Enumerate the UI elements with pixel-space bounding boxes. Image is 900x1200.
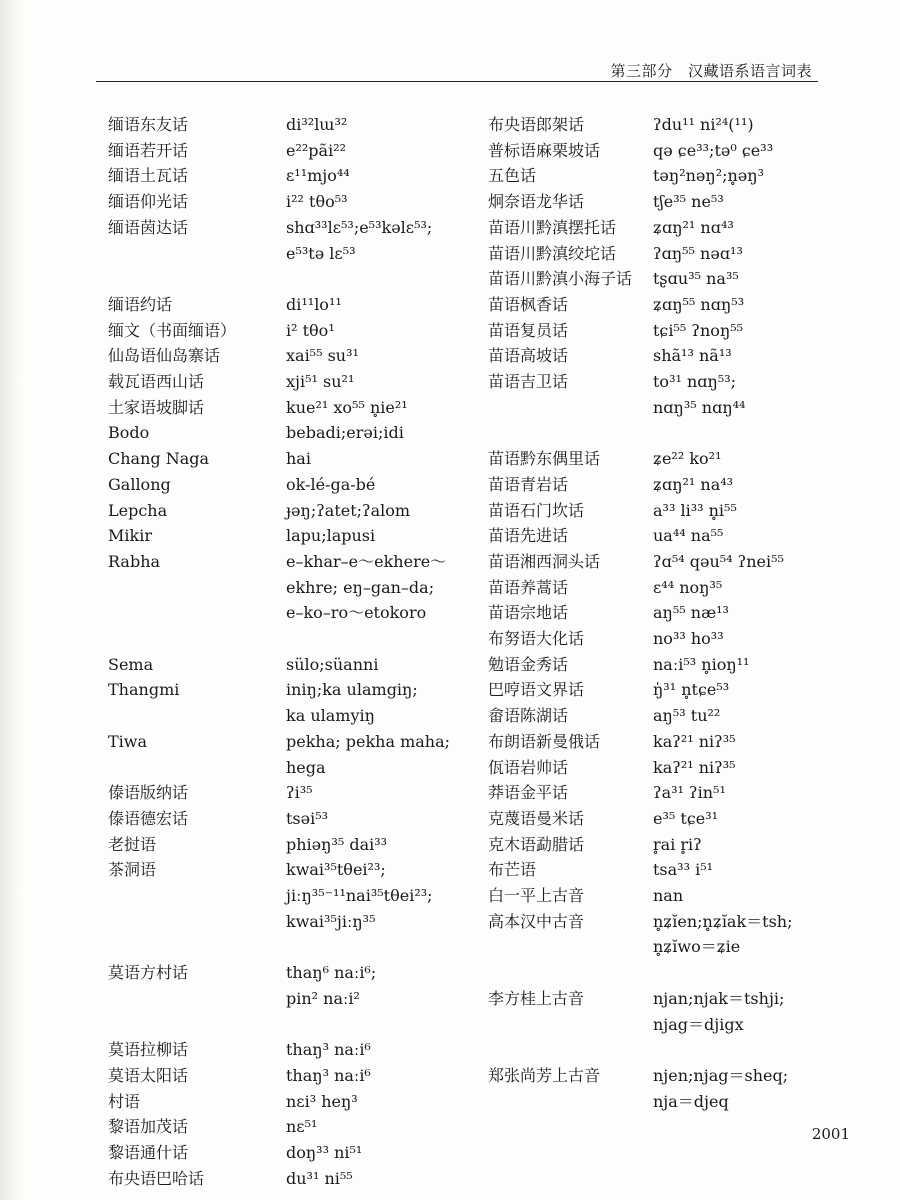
entry-row	[108, 523, 468, 549]
entry-row	[108, 420, 468, 446]
language-name: 苗语宗地话	[488, 603, 569, 623]
word-form-line: sülo;süanni	[286, 654, 379, 674]
language-name: 缅语约话	[108, 294, 173, 314]
word-form-line: tʂɑu³⁵ na³⁵	[653, 269, 739, 289]
entry-row	[108, 1166, 468, 1192]
language-name: 郑张尚芳上古音	[488, 1065, 601, 1085]
word-form-line: ʔi³⁵	[286, 783, 313, 803]
word-form-line: e³⁵ tɕe³¹	[653, 808, 719, 828]
entry-row	[488, 292, 858, 318]
word-form	[653, 883, 858, 909]
language-name: Gallong	[108, 474, 171, 494]
word-form-line: thaŋ³ naːi⁶	[286, 1065, 371, 1085]
word-form	[286, 112, 468, 138]
word-form	[286, 1114, 468, 1140]
word-form	[653, 163, 858, 189]
language-name: Lepcha	[108, 500, 168, 520]
word-form-line: iniŋ;ka ulamgiŋ;	[286, 680, 418, 700]
language-name: Bodo	[108, 423, 150, 443]
language-name: 苗语养蒿话	[488, 577, 569, 597]
entry-row	[488, 446, 858, 472]
word-form-line: ɛ¹¹mjo⁴⁴	[286, 166, 350, 186]
word-form	[653, 138, 858, 164]
word-form	[286, 189, 468, 215]
word-form	[653, 909, 858, 960]
page-number: 2001	[811, 1125, 850, 1143]
language-name: 老挝语	[108, 834, 157, 854]
word-form-line: ʑe²² ko²¹	[653, 449, 722, 469]
word-form	[653, 1063, 858, 1114]
word-form	[653, 112, 858, 138]
language-name: 布努语大化话	[488, 629, 585, 649]
language-name: 苗语黔东偶里话	[488, 449, 601, 469]
language-name: 黎语通什话	[108, 1143, 189, 1163]
word-form-line: ʑɑŋ⁵⁵ nɑŋ⁵³	[653, 294, 745, 314]
word-form	[286, 318, 468, 344]
word-form	[653, 266, 858, 292]
word-form	[286, 163, 468, 189]
word-form	[653, 626, 858, 652]
entry-row	[488, 806, 858, 832]
word-form-line: ʔa³¹ ʔin⁵¹	[653, 783, 726, 803]
language-name: 苗语高坡话	[488, 346, 569, 366]
language-name: 布央语郎架话	[488, 115, 585, 134]
word-form	[286, 1037, 468, 1063]
word-form-line: ɛ⁴⁴ noŋ³⁵	[653, 577, 723, 597]
word-form-line: i² tθo¹	[286, 320, 335, 340]
word-form-line: nan	[653, 886, 684, 906]
entry-row	[108, 446, 468, 472]
entry-row	[108, 780, 468, 806]
word-form-line: hega	[286, 757, 326, 777]
word-form	[653, 369, 858, 420]
language-name: 佤语岩帅话	[488, 757, 569, 777]
word-form	[286, 652, 468, 678]
word-form-line: e²²pãi²²	[286, 140, 347, 160]
language-name: 苗语吉卫话	[488, 372, 569, 392]
word-form	[286, 832, 468, 858]
language-name: 缅语若开话	[108, 140, 189, 160]
language-name: 苗语枫香话	[488, 294, 569, 314]
word-form-line: kaʔ²¹ niʔ³⁵	[653, 757, 736, 777]
word-form-line: du³¹ ni⁵⁵	[286, 1168, 353, 1188]
entry-row	[488, 266, 858, 292]
language-name: 苗语川黔滇小海子话	[488, 269, 633, 289]
entry-row	[488, 626, 858, 652]
language-name: 苗语湘西洞头话	[488, 551, 601, 571]
word-form	[653, 472, 858, 498]
word-form-line: i²² tθo⁵³	[286, 192, 348, 212]
entry-row	[488, 600, 858, 626]
word-form-line: njen;njag＝sheq;	[653, 1065, 789, 1085]
entry-row	[108, 1063, 468, 1089]
word-form	[653, 318, 858, 344]
entry-row	[488, 703, 858, 729]
word-form	[653, 292, 858, 318]
word-form	[286, 446, 468, 472]
entry-spacer	[108, 266, 468, 292]
word-form-line: ekhre; eŋ–gan–da;	[286, 577, 435, 597]
language-name: 苗语川黔滇摆托话	[488, 217, 617, 237]
entry-row	[108, 1114, 468, 1140]
word-form	[653, 549, 858, 575]
word-form-line: ua⁴⁴ na⁵⁵	[653, 526, 724, 546]
entry-row	[108, 189, 468, 215]
entry-row	[108, 292, 468, 318]
binding-gutter-shadow	[0, 0, 22, 1200]
word-form	[653, 575, 858, 601]
word-form	[286, 138, 468, 164]
language-name: 布央语巴哈话	[108, 1168, 205, 1188]
word-form	[286, 729, 468, 780]
word-form-line: e–khar–e～ekhere～	[286, 551, 447, 571]
language-name: Rabha	[108, 551, 161, 571]
language-name: Mikir	[108, 526, 152, 546]
language-name: 布朗语新曼俄话	[488, 731, 601, 751]
word-form-line: tɕi⁵⁵ ʔnoŋ⁵⁵	[653, 320, 744, 340]
language-name: 缅语土瓦话	[108, 166, 189, 186]
entry-row	[108, 369, 468, 395]
language-name: 土家语坡脚话	[108, 397, 205, 417]
entry-row	[488, 369, 858, 420]
language-name: 莫语拉柳话	[108, 1040, 189, 1060]
word-form	[286, 857, 468, 934]
language-name: 缅语茵达话	[108, 217, 189, 237]
entry-row	[488, 523, 858, 549]
language-name: 莽语金平话	[488, 783, 569, 803]
word-form-line: ʔɑ⁵⁴ qəu⁵⁴ ʔnei⁵⁵	[653, 551, 784, 571]
word-form	[286, 369, 468, 395]
entry-row	[108, 806, 468, 832]
word-form-line: nja＝djeq	[653, 1091, 729, 1111]
word-form-line: di³²lɯ³²	[286, 115, 348, 134]
word-form-line: tsa³³ i⁵¹	[653, 860, 714, 880]
word-form	[286, 498, 468, 524]
word-form-line: doŋ³³ ni⁵¹	[286, 1143, 363, 1163]
word-form-line: ka ulamyiŋ	[286, 706, 375, 726]
word-form	[653, 215, 858, 241]
language-name: 傣语德宏话	[108, 808, 189, 828]
entry-row	[108, 1037, 468, 1063]
word-form-line: di¹¹lo¹¹	[286, 294, 342, 314]
word-form	[286, 1063, 468, 1089]
entry-row	[488, 1063, 858, 1114]
word-form-line: n̥ʑĭwo＝ʑie	[653, 937, 741, 957]
language-name: 勉语金秀话	[488, 654, 569, 674]
entry-row	[108, 163, 468, 189]
language-name: Thangmi	[108, 680, 180, 700]
entry-row	[488, 652, 858, 678]
entry-row	[108, 395, 468, 421]
language-name: 苗语川黔滇绞坨话	[488, 243, 617, 263]
word-form	[653, 986, 858, 1037]
word-form	[286, 523, 468, 549]
word-form	[286, 395, 468, 421]
language-name: 炯奈语龙华话	[488, 192, 585, 212]
word-form	[286, 472, 468, 498]
word-form-line: no³³ ho³³	[653, 629, 724, 649]
language-name: 莫语太阳话	[108, 1065, 189, 1085]
entry-row	[488, 112, 858, 138]
entry-row	[108, 677, 468, 728]
word-form	[286, 549, 468, 626]
language-name: 布芒语	[488, 860, 537, 880]
word-form	[286, 292, 468, 318]
entry-row	[488, 883, 858, 909]
word-form-line: njag＝djigx	[653, 1014, 744, 1034]
entry-row	[488, 780, 858, 806]
word-form	[653, 600, 858, 626]
word-form-line: pekha; pekha maha;	[286, 731, 451, 751]
left-column	[108, 112, 468, 1191]
word-form-line: e⁵³tə lɛ⁵³	[286, 243, 356, 263]
word-form-line: ok-lé-ga-bé	[286, 474, 376, 494]
word-form-line: shã¹³ nã¹³	[653, 346, 732, 366]
word-form-line: kwai³⁵tθei²³;	[286, 860, 386, 880]
word-form-line: to³¹ nɑŋ⁵³;	[653, 372, 737, 392]
entry-row	[108, 318, 468, 344]
language-name: 缅语仰光话	[108, 192, 189, 212]
word-form	[653, 523, 858, 549]
entry-row	[488, 498, 858, 524]
entry-row	[488, 343, 858, 369]
language-name: 高本汉中古音	[488, 911, 585, 931]
word-form-line: tsəi⁵³	[286, 808, 329, 828]
word-form	[286, 215, 468, 266]
word-form-line: a³³ li³³ n̥i⁵⁵	[653, 500, 737, 520]
word-form-line: aŋ⁵³ tu²²	[653, 706, 721, 726]
language-name: 茶洞语	[108, 860, 157, 880]
language-name: Chang Naga	[108, 449, 210, 469]
word-form	[286, 420, 468, 446]
word-form-line: bebadi;erəi;idi	[286, 423, 404, 443]
language-name: 黎语加茂话	[108, 1117, 189, 1137]
entry-row	[108, 138, 468, 164]
entry-row	[488, 189, 858, 215]
entry-row	[108, 857, 468, 934]
entry-row	[108, 1140, 468, 1166]
word-form	[653, 780, 858, 806]
word-form-line: n̥ʑĭen;n̥ʑĭak＝tsh;	[653, 911, 793, 931]
entry-row	[488, 986, 858, 1037]
language-name: 苗语石门坎话	[488, 500, 585, 520]
word-form	[286, 1166, 468, 1192]
entry-row	[488, 138, 858, 164]
word-form	[653, 189, 858, 215]
language-name: 仙岛语仙岛寨话	[108, 346, 221, 366]
word-form-line: xji⁵¹ su²¹	[286, 372, 355, 392]
word-form	[653, 446, 858, 472]
entry-row	[108, 498, 468, 524]
word-form-line: kaʔ²¹ niʔ³⁵	[653, 731, 736, 751]
language-name: 克木语勐腊话	[488, 834, 585, 854]
word-form-line: xai⁵⁵ su³¹	[286, 346, 359, 366]
language-name: 普标语麻栗坡话	[488, 140, 601, 160]
word-form-line: phiəŋ³⁵ dai³³	[286, 834, 388, 854]
word-form-line: kwai³⁵jiːŋ³⁵	[286, 911, 376, 931]
entry-row	[108, 549, 468, 626]
word-form-line: nɑŋ³⁵ nɑŋ⁴⁴	[653, 397, 746, 417]
entry-row	[488, 729, 858, 755]
entry-spacer	[488, 1037, 858, 1063]
language-name: 缅文（书面缅语）	[108, 320, 237, 340]
word-form	[286, 780, 468, 806]
word-form-line: r̥ai r̥iʔ	[653, 834, 702, 854]
entry-spacer	[108, 1012, 468, 1038]
entry-row	[108, 343, 468, 369]
word-form-line: jiːŋ³⁵⁻¹¹nai³⁵tθei²³;	[286, 886, 433, 906]
word-form-line: qə ɕe³³;tə⁰ ɕe³³	[653, 140, 774, 160]
word-form	[653, 703, 858, 729]
language-name: Sema	[108, 654, 154, 674]
entry-row	[488, 215, 858, 241]
word-form	[286, 1089, 468, 1115]
language-name: 李方桂上古音	[488, 988, 585, 1008]
language-name: 缅语东友话	[108, 115, 189, 134]
entry-row	[108, 215, 468, 266]
word-form	[286, 806, 468, 832]
language-name: 苗语复员话	[488, 320, 569, 340]
entry-row	[488, 549, 858, 575]
entry-row	[488, 575, 858, 601]
entry-row	[108, 652, 468, 678]
language-name: 克蔑语曼米话	[488, 808, 585, 828]
word-form-line: nɛ⁵¹	[286, 1117, 318, 1137]
word-form	[286, 960, 468, 1011]
word-form	[653, 729, 858, 755]
entry-row	[108, 729, 468, 780]
entry-row	[488, 318, 858, 344]
running-head: 第三部分 汉藏语系语言词表	[610, 62, 812, 80]
word-form-line: pin² naːi²	[286, 988, 360, 1008]
word-form-line: ʑɑŋ²¹ nɑ⁴³	[653, 217, 734, 237]
word-form-line: kue²¹ xo⁵⁵ n̥ie²¹	[286, 397, 408, 417]
entry-spacer	[108, 934, 468, 960]
entry-row	[488, 677, 858, 703]
word-form	[286, 1140, 468, 1166]
right-column	[488, 112, 858, 1114]
entry-row	[488, 241, 858, 267]
word-form-line: thaŋ⁶ naːi⁶;	[286, 963, 377, 983]
entry-row	[108, 960, 468, 1011]
entry-row	[108, 832, 468, 858]
entry-row	[488, 857, 858, 883]
entry-spacer	[488, 420, 858, 446]
word-form-line: aŋ⁵⁵ næ¹³	[653, 603, 729, 623]
language-name: Tiwa	[108, 731, 148, 751]
word-form	[653, 806, 858, 832]
word-form-line: thaŋ³ naːi⁶	[286, 1040, 371, 1060]
entry-row	[108, 1089, 468, 1115]
language-name: 五色话	[488, 166, 537, 186]
language-name: 苗语先进话	[488, 526, 569, 546]
word-form	[653, 343, 858, 369]
word-form	[653, 241, 858, 267]
entry-spacer	[108, 626, 468, 652]
word-form-line: ʑɑŋ²¹ na⁴³	[653, 474, 734, 494]
word-form-line: hai	[286, 449, 311, 469]
word-form-line: təŋ²nəŋ²;n̥əŋ³	[653, 166, 764, 186]
word-form-line: njan;njak＝tshji;	[653, 988, 785, 1008]
word-form-line: nɛi³ heŋ³	[286, 1091, 358, 1111]
word-form	[653, 857, 858, 883]
word-form	[653, 498, 858, 524]
language-name: 白一平上古音	[488, 886, 585, 906]
language-name: 莫语方村话	[108, 963, 189, 983]
language-name: 巴哼语文界话	[488, 680, 585, 700]
entry-row	[108, 112, 468, 138]
word-form	[286, 677, 468, 728]
entry-row	[488, 755, 858, 781]
word-form	[653, 832, 858, 858]
language-name: 苗语青岩话	[488, 474, 569, 494]
word-form-line: e–ko–ro～etokoro	[286, 603, 427, 623]
word-form-line: ɟəŋ;ʔatet;ʔalom	[286, 500, 411, 520]
word-form	[653, 652, 858, 678]
word-form-line: shɑ³³lɛ⁵³;e⁵³kəlɛ⁵³;	[286, 217, 433, 237]
word-form	[286, 343, 468, 369]
language-name: 傣语版纳话	[108, 783, 189, 803]
word-form-line: tʃe³⁵ ne⁵³	[653, 192, 724, 212]
entry-spacer	[488, 960, 858, 986]
entry-row	[488, 832, 858, 858]
entry-row	[488, 472, 858, 498]
language-name: 村语	[108, 1091, 141, 1111]
word-form-line: ʔɑŋ⁵⁵ nəɑ¹³	[653, 243, 743, 263]
header-rule	[96, 81, 818, 82]
word-form	[653, 677, 858, 703]
language-name: 载瓦语西山话	[108, 372, 205, 392]
word-form-line: ŋ̍³¹ n̥tɕe⁵³	[653, 680, 730, 700]
entry-row	[108, 472, 468, 498]
language-name: 畲语陈湖话	[488, 706, 569, 726]
word-form	[653, 755, 858, 781]
word-form-line: naːi⁵³ n̥ioŋ¹¹	[653, 654, 750, 674]
entry-row	[488, 163, 858, 189]
entry-row	[488, 909, 858, 960]
word-form-line: ʔdu¹¹ ni²⁴(¹¹)	[653, 115, 754, 134]
word-form-line: lapu;lapusi	[286, 526, 376, 546]
